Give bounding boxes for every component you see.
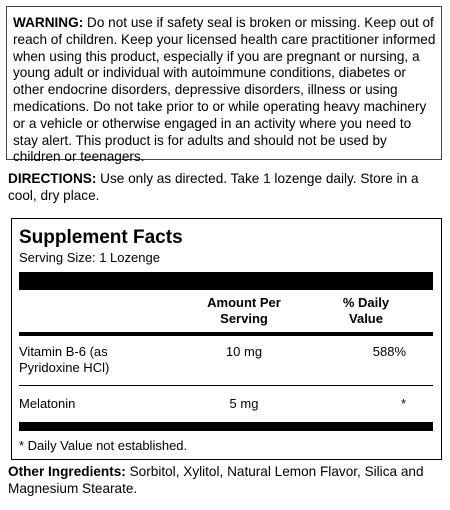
daily-value-footnote: * Daily Value not established. [19, 438, 188, 453]
supplement-facts-title: Supplement Facts [19, 227, 183, 248]
nutrient-amount-vitamin-b6: 10 mg [225, 344, 263, 359]
row-divider [19, 385, 433, 386]
supplement-facts-panel [11, 218, 442, 460]
warning-text: Do not use if safety seal is broken or missing. Keep out of reach of children. Keep your licensed health care practitioner informed when using this product, especially if you are pregnant or nursing, a young adult or individual with autoimmune conditions, diabetes or other endocrine disorders, depressive disorders, illness or using medications. Do not take prior to or while operating heavy machinery or a vehicle or otherwise engaged in an activity where you need to stay alert. This product is for adults and should not be used by children or teenagers. [13, 15, 436, 165]
header-rule [19, 272, 433, 290]
amount-header-line-2: Serving [220, 311, 268, 326]
daily-value-header [326, 295, 406, 327]
warning-box [6, 6, 442, 165]
dv-header-line-2: Value [349, 311, 383, 326]
nutrient-name-line-1: Vitamin B-6 (as [19, 344, 108, 359]
nutrient-amount-melatonin: 5 mg [229, 396, 259, 411]
directions-label: DIRECTIONS: [8, 171, 97, 186]
footer-rule [19, 422, 433, 431]
other-ingredients-section [8, 463, 444, 497]
nutrient-dv-melatonin: * [400, 396, 406, 411]
nutrient-name-line-2: Pyridoxine HCl) [19, 360, 110, 375]
directions-text: Use only as directed. Take 1 lozenge daily. Store in a cool, dry place. [8, 171, 419, 203]
directions-section [8, 170, 444, 204]
nutrient-dv-vitamin-b6: 588% [372, 344, 406, 359]
nutrient-name-melatonin: Melatonin [19, 396, 76, 411]
column-header-rule [19, 332, 433, 336]
other-ingredients-label: Other Ingredients: [8, 464, 126, 479]
serving-size: Serving Size: 1 Lozenge [19, 250, 160, 265]
amount-per-serving-header [194, 295, 294, 327]
amount-header-line-1: Amount Per [207, 295, 281, 310]
dv-header-line-1: % Daily [342, 295, 390, 310]
other-ingredients-text: Sorbitol, Xylitol, Natural Lemon Flavor, Silica and Magnesium Stearate. [8, 464, 424, 496]
nutrient-name-vitamin-b6 [19, 344, 109, 376]
warning-label: WARNING: [13, 15, 84, 30]
